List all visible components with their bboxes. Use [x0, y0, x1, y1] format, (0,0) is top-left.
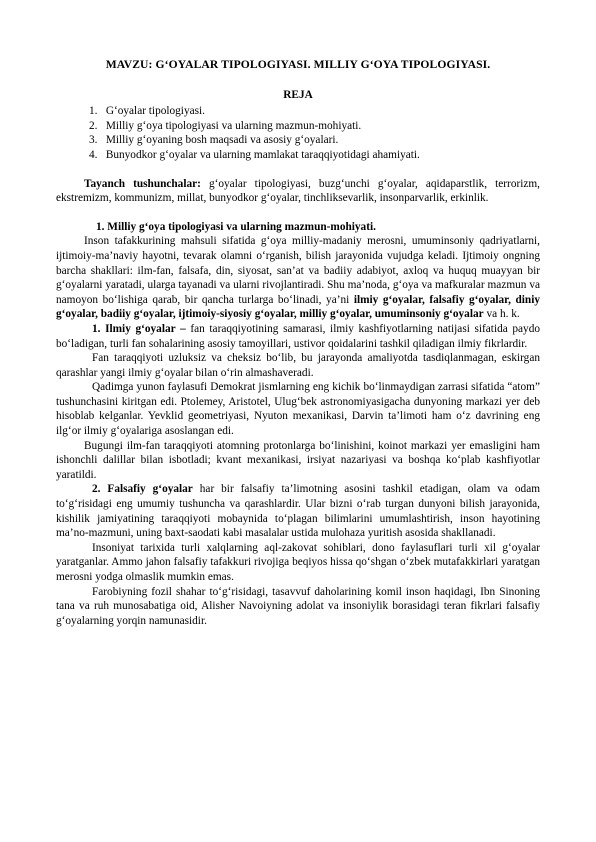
keywords-label: Tayanch tushunchalar:: [84, 177, 201, 190]
paragraph: [56, 482, 540, 540]
keywords-paragraph: [56, 177, 540, 206]
paragraph: Qadimga yunon faylasufi Demokrat jismlarning eng kichik bo‘linmaydigan zarrasi sifatida “atom” tushunchasini kiritgan edi. Ptolemey, Aristotel, Ulug‘bek astronomiyasigacha dunyoning markazi yer deb hisoblab kelganlar. Yevklid geometriyasi, Nyuton mexanikasi, Darvin ta’limoti ham o‘z davrining eng ilg‘or ilmiy g‘oyalariga asoslangan edi.: [56, 381, 540, 438]
plan-item: [89, 119, 540, 134]
plan-item-number: 4.: [89, 148, 98, 161]
plan-list: [56, 104, 540, 162]
paragraph: Fan taraqqiyoti uzluksiz va cheksiz bo‘lib, bu jarayonda amaliyotda tasdiqlanmagan, eskirgan qarashlar yangi ilmiy g‘oyalar bilan o‘rin almashaveradi.: [56, 352, 540, 379]
plan-item: [89, 104, 540, 119]
paragraph-text: fan taraqqiyotining samarasi, ilmiy kashfiyotlarning natijasi sifatida paydo bo‘ladigan, turli fan sohalarining asosiy tamoyillari, ustivor qoidalarini tashkil qiladigan ilmiy fikrlardir.: [56, 322, 540, 350]
paragraph-text: va h. k.: [483, 308, 520, 321]
paragraph: [56, 234, 540, 322]
paragraph: Farobiyning fozil shahar to‘g‘risidagi, tasavvuf daholarining komil inson haqidagi, Ibn Sinoning tana va ruh munosabatiga oid, Alisher Navoiyning adolat va insoniylik borasidagi teran fikrlari falsafiy g‘oyalarning yorqin namunasidir.: [56, 585, 540, 627]
paragraph: Insoniyat tarixida turli xalqlarning aql-zakovat sohiblari, dono faylasuflari turli xil g‘oyalar yaratganlar. Ammo jahon falsafiy tafakkuri rivojiga beqiyos hissa qo‘shgan o‘zbek mutafakkirlari yaratgan merosni yodga olmaslik mumkin emas.: [56, 541, 540, 583]
plan-item: [89, 133, 540, 148]
plan-item-number: 2.: [89, 119, 98, 132]
paragraph-text: har bir falsafiy ta’limotning asosini tashkil etadigan, olam va odam to‘g‘risidagi eng umumiy tushuncha va qarashlardir. Ular bizni o‘rab turgan dunyoni bilish jarayonida, kishilik jamiyatining taraqqiyoti mobaynida to‘plagan bilimlarini umumlashtirish, inson hayotining ma’no-mazmuni, uning baxt-saodati kabi masalalar ustida mulohaza yuritish asosida shakllanadi.: [56, 483, 540, 540]
plan-heading: REJA: [283, 88, 313, 101]
plan-item-text: Milliy g‘oyaning bosh maqsadi va asosiy g‘oyalari.: [105, 134, 339, 147]
plan-item: [89, 148, 540, 163]
subheading-falsafiy: 2. Falsafiy g‘oyalar: [92, 483, 193, 496]
subheading-ilmiy: 1. Ilmiy g‘oyalar –: [92, 322, 186, 335]
plan-item-text: Milliy g‘oya tipologiyasi va ularning mazmun-mohiyati.: [105, 119, 362, 132]
plan-item-number: 3.: [89, 134, 98, 147]
plan-item-text: Bunyodkor g‘oyalar va ularning mamlakat taraqqiyotidagi ahamiyati.: [105, 148, 420, 161]
keywords-text: g‘oyalar tipologiyasi, buzg‘unchi g‘oyalar, aqidaparstlik, terrorizm, ekstremizm, kommunizm, millat, bunyodkor g‘oyalar, tinchliksevarlik, insonparvarlik, erkinlik.: [56, 177, 540, 205]
paragraph-bold-text: ilmiy g‘oyalar, falsafiy g‘oyalar, diniy g‘oyalar, badiiy g‘oyalar, ijtimoiy-siyosiy g‘oyalar, milliy g‘oyalar, umuminsoniy g‘oyalar: [56, 293, 541, 321]
plan-item-text: G‘oyalar tipologiyasi.: [105, 105, 205, 118]
paragraph-text: Inson tafakkurining mahsuli sifatida g‘oya milliy-madaniy merosni, umuminsoniy qadriyatlarni, ijtimoiy-ma’naviy hayotni, tevarak olamni o‘rganish, bilish jarayonida vujudga keladi. Ijtimoiy ongning barcha shakllari: ilm-fan, falsafa, din, siyosat, san’at va badiiy adabiyot, axloq va huquq muayyan bir g‘oyalarni yaratadi, ularga tayanadi va ularni rivojlantiradi. Shu ma’noda, g‘oya va mafkuralar mazmun va namoyon bo‘lishiga qarab, bir qancha turlarga bo‘linadi, ya’ni: [56, 235, 540, 306]
paragraph: [56, 322, 540, 351]
section-heading: 1. Milliy g‘oya tipologiyasi va ularning mazmun-mohiyati.: [96, 220, 376, 233]
page-title: MAVZU: G‘OYALAR TIPOLOGIYASI. MILLIY G‘OYA TIPOLOGIYASI.: [105, 58, 491, 71]
plan-item-number: 1.: [89, 105, 98, 118]
paragraph: Bugungi ilm-fan taraqqiyoti atomning protonlarga bo‘linishini, koinot markazi yer emasligini ham ishonchli dalillar bilan isbotladi; kvant mexanikasi, irsiyat nazariyasi va boshqa ko‘plab kashfiyotlar yaratildi.: [56, 439, 540, 481]
